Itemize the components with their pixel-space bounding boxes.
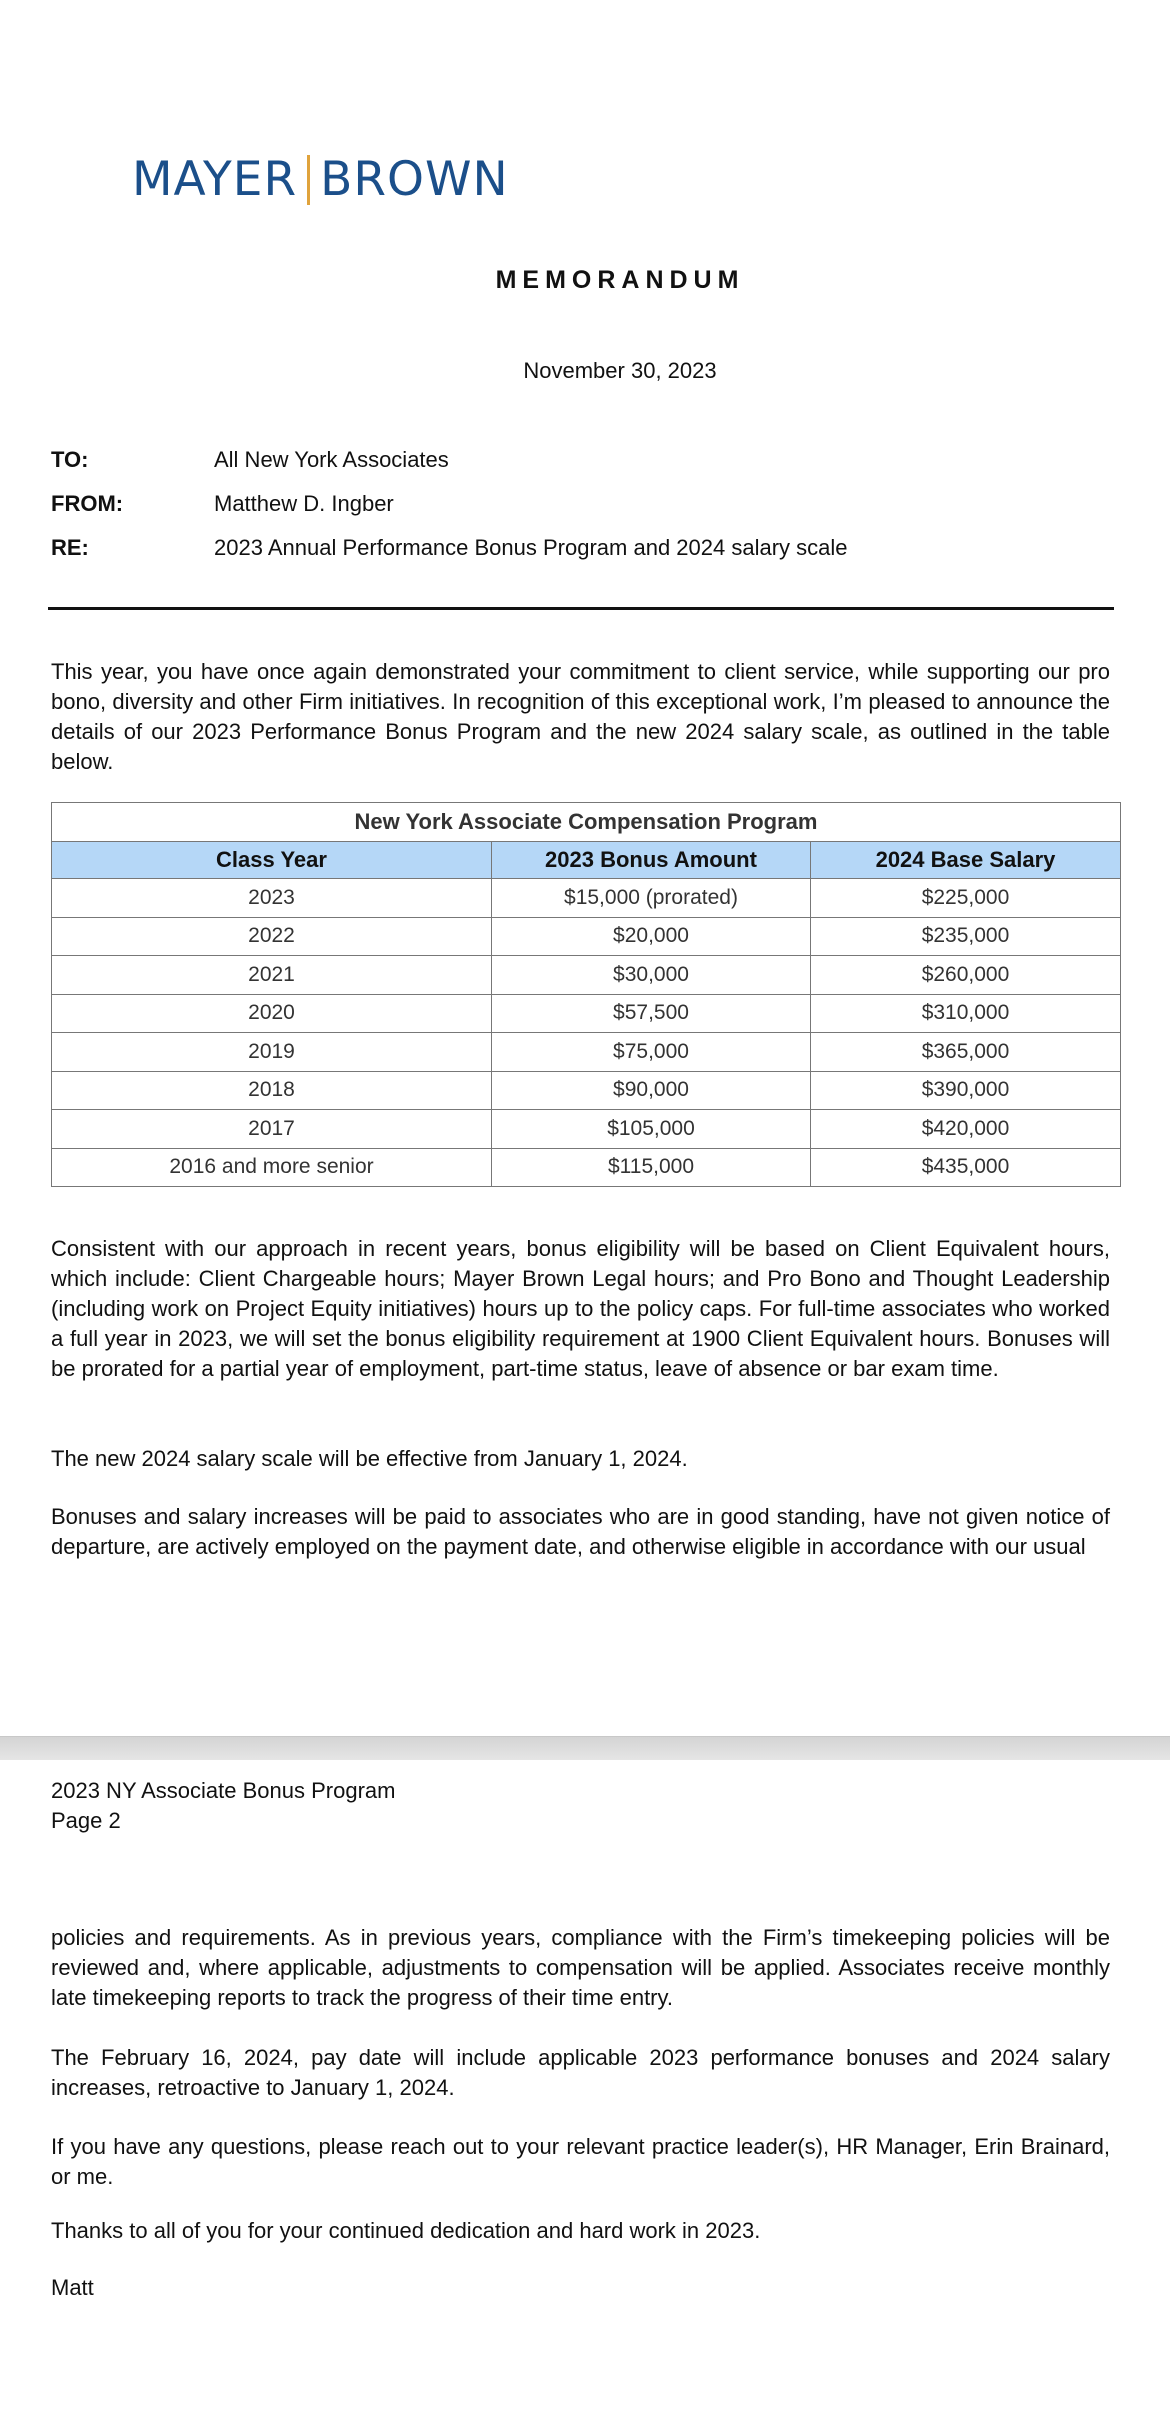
salary-cell: $435,000 [811, 1148, 1121, 1187]
paydate-paragraph: The February 16, 2024, pay date will include applicable 2023 performance bonuses and 2024 salary increases, retroactive to January 1, 2024. [51, 2045, 1110, 2100]
page-2-running-header [51, 1776, 395, 1836]
running-header-title: 2023 NY Associate Bonus Program [51, 1778, 396, 1803]
table-header-row [52, 842, 1121, 879]
memo-date: November 30, 2023 [523, 358, 717, 383]
header-bonus-amount: 2023 Bonus Amount [492, 842, 811, 879]
page-separator [0, 1736, 1170, 1762]
re-value: 2023 Annual Performance Bonus Program and 2024 salary scale [214, 535, 848, 560]
salary-cell: $365,000 [811, 1033, 1121, 1072]
table-row [52, 1148, 1121, 1187]
to-label: TO: [51, 447, 89, 472]
memo-from-row [51, 491, 394, 517]
logo-left-text: MAYER [132, 152, 298, 207]
header-class-year: Class Year [52, 842, 492, 879]
bonus-cell: $90,000 [492, 1071, 811, 1110]
bonus-cell: $30,000 [492, 956, 811, 995]
from-value: Matthew D. Ingber [214, 491, 394, 516]
class-year-cell: 2021 [52, 956, 492, 995]
table-row [52, 994, 1121, 1033]
class-year-cell: 2023 [52, 879, 492, 918]
salary-cell: $310,000 [811, 994, 1121, 1033]
salary-cell: $420,000 [811, 1110, 1121, 1149]
signoff: Matt [51, 2275, 94, 2300]
salary-cell: $390,000 [811, 1071, 1121, 1110]
bonus-cell: $115,000 [492, 1148, 811, 1187]
mayer-brown-logo [132, 152, 509, 207]
logo-divider [307, 155, 310, 205]
salary-cell: $235,000 [811, 917, 1121, 956]
class-year-cell: 2017 [52, 1110, 492, 1149]
memo-to-row [51, 447, 449, 473]
table-row [52, 1071, 1121, 1110]
compensation-table [51, 802, 1121, 1187]
intro-paragraph: This year, you have once again demonstrated your commitment to client service, while supporting our pro bono, diversity and other Firm initiatives. In recognition of this exceptional work, I’m pleased to announce the details of our 2023 Performance Bonus Program and the new 2024 salary scale, as outlined in the table below. [51, 659, 1110, 774]
class-year-cell: 2018 [52, 1071, 492, 1110]
questions-paragraph: If you have any questions, please reach out to your relevant practice leader(s), HR Manager, Erin Brainard, or me. [51, 2134, 1110, 2189]
salary-cell: $225,000 [811, 879, 1121, 918]
header-base-salary: 2024 Base Salary [811, 842, 1121, 879]
class-year-cell: 2019 [52, 1033, 492, 1072]
running-header-page-number: Page 2 [51, 1808, 121, 1833]
table-row [52, 1033, 1121, 1072]
effective-date-paragraph: The new 2024 salary scale will be effective from January 1, 2024. [51, 1446, 688, 1471]
re-label: RE: [51, 535, 89, 560]
table-caption: New York Associate Compensation Program [52, 803, 1121, 842]
bonus-cell: $57,500 [492, 994, 811, 1033]
header-divider [48, 607, 1114, 610]
bonus-cell: $105,000 [492, 1110, 811, 1149]
bonus-cell: $75,000 [492, 1033, 811, 1072]
from-label: FROM: [51, 491, 124, 516]
class-year-cell: 2016 and more senior [52, 1148, 492, 1187]
table-row [52, 956, 1121, 995]
class-year-cell: 2020 [52, 994, 492, 1033]
memo-re-row [51, 535, 848, 561]
table-row [52, 917, 1121, 956]
bonus-cell: $20,000 [492, 917, 811, 956]
thanks-paragraph: Thanks to all of you for your continued dedication and hard work in 2023. [51, 2218, 761, 2243]
bonus-cell: $15,000 (prorated) [492, 879, 811, 918]
logo-right-text: BROWN [320, 152, 509, 207]
eligibility-paragraph: Consistent with our approach in recent years, bonus eligibility will be based on Client Equivalent hours, which include: Client Chargeable hours; Mayer Brown Legal hours; and Pro Bono and Thought Leadership (including work on Project Equity initiatives) hours up to the policy caps. For full-time associates who worked a full year in 2023, we will set the bonus eligibility requirement at 1900 Client Equivalent hours. Bonuses will be prorated for a partial year of employment, part-time status, leave of absence or bar exam time. [51, 1236, 1110, 1381]
standing-paragraph: Bonuses and salary increases will be paid to associates who are in good standing, have not given notice of departure, are actively employed on the payment date, and otherwise eligible in accordance with our usual [51, 1504, 1110, 1559]
class-year-cell: 2022 [52, 917, 492, 956]
continued-paragraph: policies and requirements. As in previous years, compliance with the Firm’s timekeeping policies will be reviewed and, where applicable, adjustments to compensation will be applied. Associates receive monthly late timekeeping reports to track the progress of their time entry. [51, 1925, 1110, 2010]
memo-title: MEMORANDUM [495, 266, 745, 294]
table-row [52, 1110, 1121, 1149]
to-value: All New York Associates [214, 447, 449, 472]
salary-cell: $260,000 [811, 956, 1121, 995]
table-row [52, 879, 1121, 918]
